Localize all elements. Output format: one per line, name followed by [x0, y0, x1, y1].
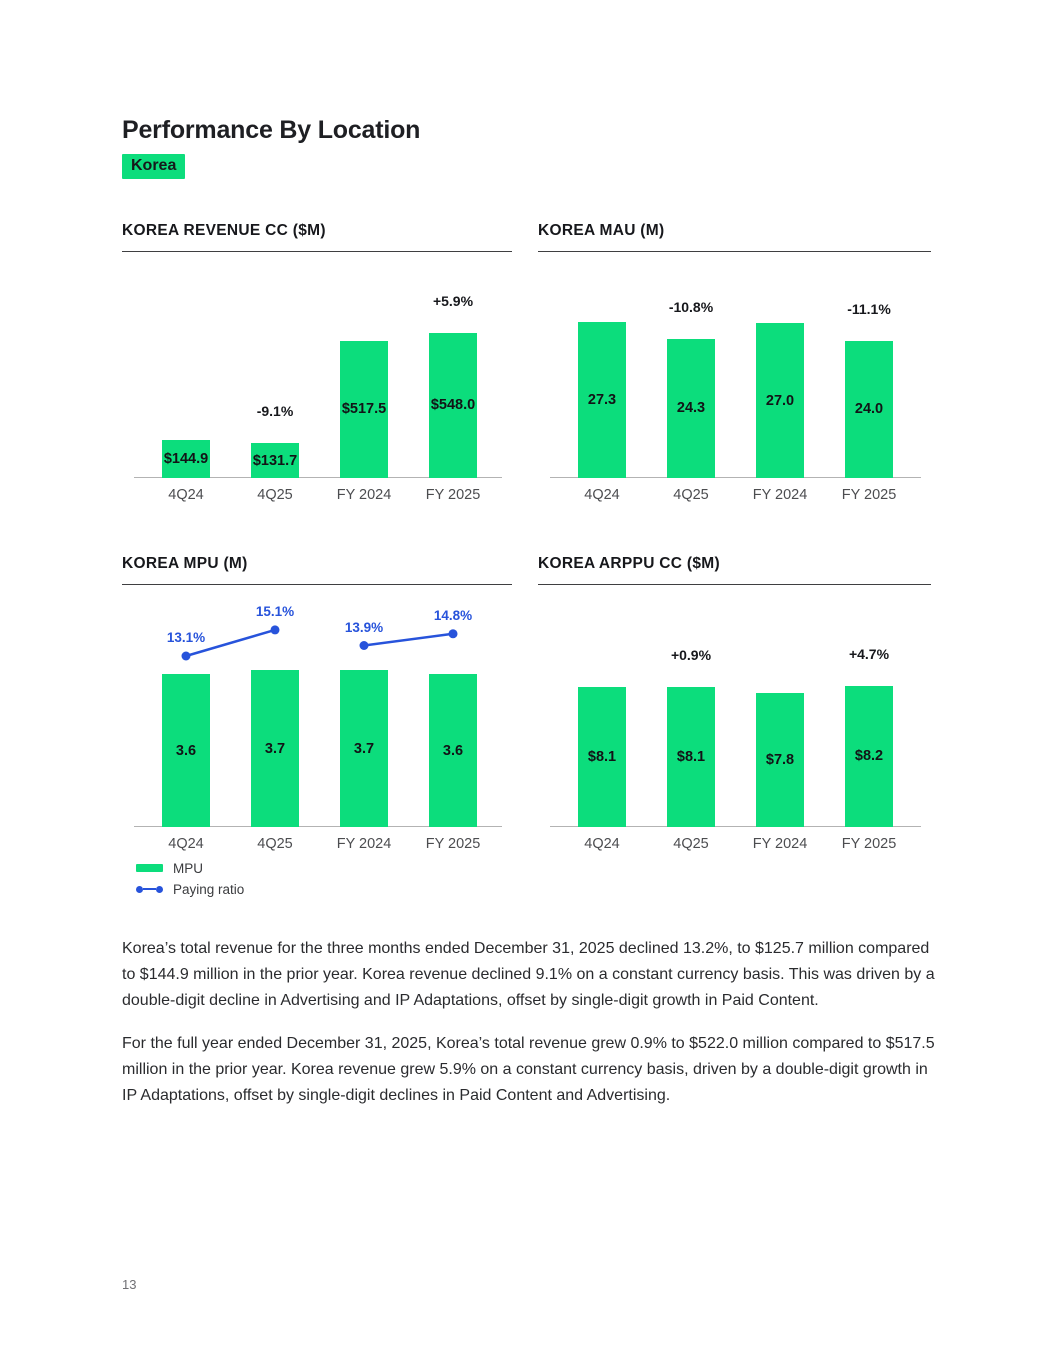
bar-value-label: $8.1	[587, 749, 617, 766]
chart-korea-revenue	[122, 222, 512, 503]
line-segment-icon	[143, 888, 156, 891]
bar-fy-2024	[756, 693, 804, 827]
bar-value-label: $517.5	[341, 401, 387, 418]
chart-korea-mau	[538, 222, 931, 503]
chart-plot	[538, 571, 931, 852]
bar-value-label: $8.2	[854, 748, 884, 765]
paying-ratio-label: 15.1%	[255, 603, 295, 619]
paying-ratio-label: 13.9%	[344, 619, 384, 635]
mpu-bar-swatch-icon	[136, 864, 163, 872]
bar-fy-2025	[845, 686, 893, 827]
x-tick-label: 4Q24	[584, 487, 620, 503]
chart-korea-arppu	[538, 555, 931, 852]
bar-4q24	[578, 687, 626, 827]
bar-value-label: $8.1	[676, 749, 706, 766]
line-dot-icon	[156, 886, 163, 893]
paragraph-quarter-summary: Korea’s total revenue for the three months ended December 31, 2025 declined 13.2%, to $125.7 million compared to $144.9 million in the prior year. Korea revenue declined 9.1% on a constant currency basis. This was driven by a double-digit decline in Advertising and IP Adaptations, offset by single-digit growth in Paid Content.	[122, 940, 935, 1009]
paying-ratio-label: 14.8%	[433, 607, 473, 623]
bar-value-label: 27.0	[765, 392, 795, 409]
paying-ratio-label: 13.1%	[166, 630, 206, 645]
change-label: -11.1%	[847, 300, 891, 317]
change-label: -9.1%	[256, 403, 294, 420]
x-tick-label: FY 2025	[841, 487, 897, 503]
x-tick-label: 4Q25	[257, 836, 293, 852]
change-label: +4.7%	[848, 645, 890, 662]
bar-value-label: 24.3	[676, 400, 706, 417]
x-tick-label: 4Q25	[673, 836, 709, 852]
legend-label: MPU	[173, 860, 203, 876]
x-tick-label: 4Q24	[584, 836, 620, 852]
chart-korea-mpu	[122, 555, 512, 897]
legend-item-mpu	[136, 861, 244, 875]
bar-4q25	[251, 443, 299, 478]
paragraph-fullyear-summary: For the full year ended December 31, 2025, Korea’s total revenue grew 0.9% to $522.0 million compared to $517.5 million in the prior year. Korea revenue grew 5.9% on a constant currency basis, driven by a double-digit growth in IP Adaptations, offset by single-digit declines in Paid Content and Advertising.	[122, 1035, 935, 1104]
body-text	[122, 936, 944, 1126]
paying-ratio-line-swatch-icon	[136, 886, 163, 893]
bar-fy-2024	[756, 323, 804, 478]
chart-title: KOREA ARPPU CC ($M)	[538, 555, 931, 585]
legend	[136, 861, 244, 903]
bar-fy-2025	[845, 341, 893, 479]
legend-label: Paying ratio	[173, 881, 245, 897]
x-tick-label: FY 2024	[752, 836, 808, 852]
bar-value-label: 3.7	[264, 740, 286, 757]
chart-title: KOREA MPU (M)	[122, 555, 512, 585]
bar-fy-2025	[429, 333, 477, 478]
legend-item-paying-ratio	[136, 882, 244, 896]
bar-value-label: $548.0	[430, 397, 476, 414]
x-tick-label: 4Q25	[257, 487, 293, 503]
chart-plot	[538, 222, 931, 503]
paying-ratio-segment	[364, 634, 453, 646]
region-tag: Korea	[122, 154, 185, 179]
paying-ratio-point	[360, 641, 369, 650]
bar-value-label: $7.8	[765, 751, 795, 768]
bar-4q25	[667, 687, 715, 827]
x-tick-label: 4Q24	[168, 487, 204, 503]
bar-4q24	[162, 440, 210, 478]
x-tick-label: 4Q25	[673, 487, 709, 503]
bar-value-label: $131.7	[252, 452, 298, 469]
bar-value-label: 24.0	[854, 401, 884, 418]
bar-value-label: $144.9	[163, 450, 209, 467]
paying-ratio-point	[271, 625, 280, 634]
x-tick-label: FY 2025	[425, 487, 481, 503]
bar-value-label: 3.7	[353, 740, 375, 757]
chart-title: KOREA REVENUE CC ($M)	[122, 222, 512, 252]
line-dot-icon	[136, 886, 143, 893]
change-label: +0.9%	[670, 647, 712, 664]
chart-plot	[122, 571, 512, 852]
x-tick-label: FY 2024	[336, 487, 392, 503]
bar-4q25	[667, 339, 715, 478]
chart-plot	[122, 222, 512, 503]
change-label: -10.8%	[668, 298, 714, 315]
bar-value-label: 3.6	[442, 742, 464, 759]
x-tick-label: FY 2025	[425, 836, 481, 852]
change-label: +5.9%	[432, 292, 474, 309]
chart-title: KOREA MAU (M)	[538, 222, 931, 252]
x-tick-label: 4Q24	[168, 836, 204, 852]
bar-4q24	[578, 322, 626, 478]
x-tick-label: FY 2025	[841, 836, 897, 852]
paying-ratio-point	[449, 629, 458, 638]
bar-value-label: 27.3	[587, 391, 617, 408]
bar-fy-2024	[340, 341, 388, 478]
paying-ratio-point	[182, 652, 191, 661]
bar-value-label: 3.6	[175, 742, 197, 759]
page-title: Performance By Location	[122, 116, 421, 144]
x-tick-label: FY 2024	[336, 836, 392, 852]
page-number: 13	[122, 1277, 137, 1292]
x-tick-label: FY 2024	[752, 487, 808, 503]
